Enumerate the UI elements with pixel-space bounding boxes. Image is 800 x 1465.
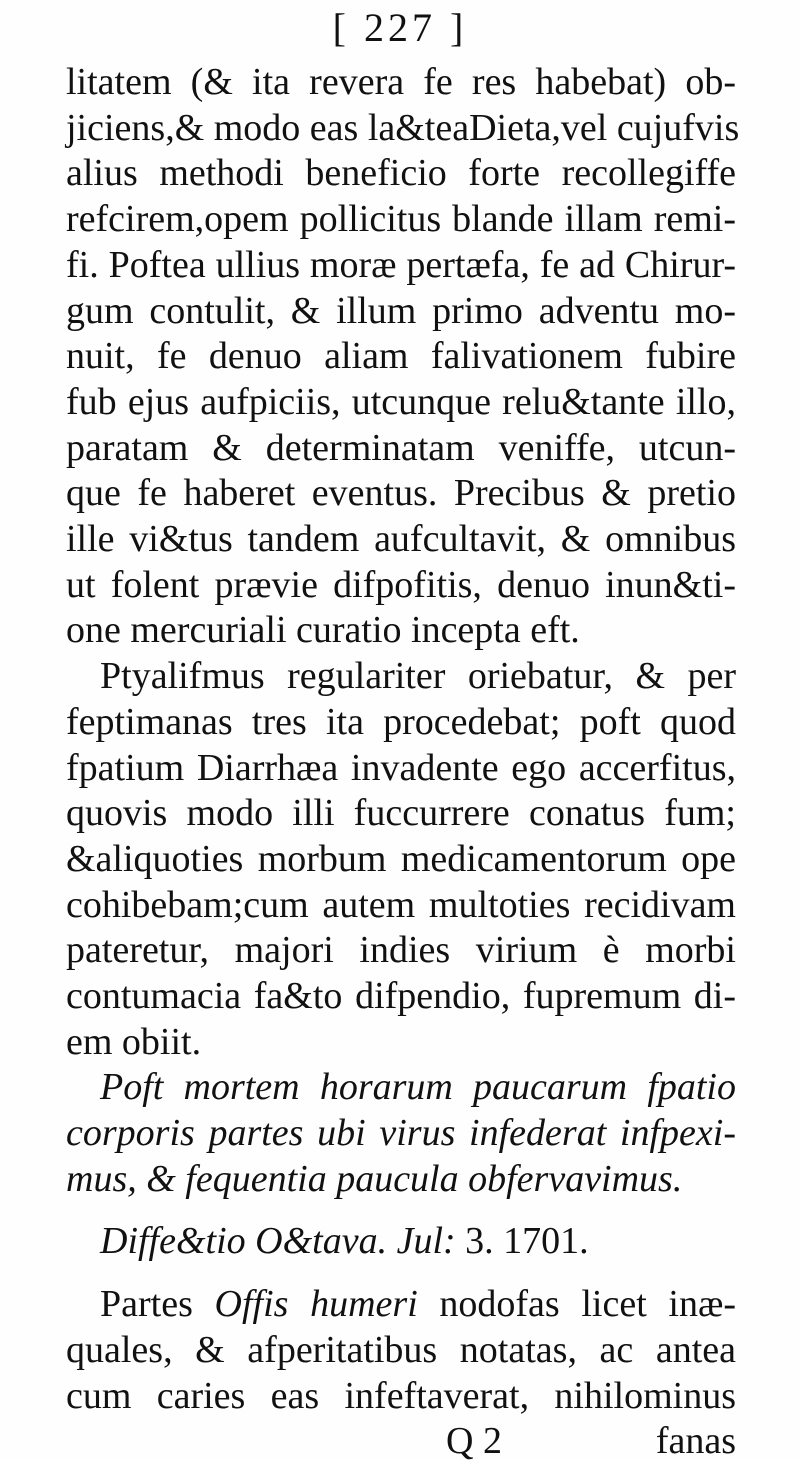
italic-text-line: Poft mortem horarum paucarum fpatio bbox=[100, 1066, 736, 1109]
page-footer bbox=[66, 1419, 736, 1465]
italic-text-line: corporis partes ubi virus infederat infpexi- bbox=[66, 1112, 736, 1155]
text-line: fpatium Diarrhæa invadente ego accerfitus, bbox=[66, 746, 736, 789]
signature-mark: Q 2 bbox=[446, 1420, 502, 1463]
text-line: feptimanas tres ita procedebat; poft quod bbox=[66, 700, 736, 743]
text-line: contumacia fa&to difpendio, fupremum di- bbox=[66, 975, 736, 1018]
text-line: em obiit. bbox=[66, 1020, 202, 1063]
text-line: alius methodi beneficio forte recollegiffe bbox=[66, 152, 736, 195]
text-line: fi. Poftea ullius moræ pertæfa, fe ad Chirur- bbox=[66, 243, 736, 286]
text-fragment: nodofas licet inæ- bbox=[417, 1283, 736, 1326]
text-line: &aliquoties morbum medicamentorum ope bbox=[66, 837, 736, 880]
text-line: gum contulit, & illum primo adventu mo- bbox=[66, 289, 736, 332]
text-line: quovis modo illi fuccurrere conatus fum; bbox=[66, 792, 736, 835]
section-date-label: Jul: bbox=[396, 1219, 456, 1262]
text-line: paratam & determinatam veniffe, utcun- bbox=[66, 426, 736, 469]
catchword: fanas bbox=[655, 1420, 736, 1463]
spacer bbox=[66, 1264, 736, 1282]
page-number: [ 227 ] bbox=[332, 5, 468, 50]
text-line: pateretur, majori indies virium è morbi bbox=[66, 929, 736, 972]
text-line: Ptyalifmus regulariter oriebatur, & per bbox=[100, 655, 736, 698]
text-line: nuit, fe denuo aliam falivationem fubire bbox=[66, 335, 736, 378]
text-line: fub ejus aufpiciis, utcunque relu&tante illo, bbox=[66, 380, 736, 423]
text-line: litatem (& ita revera fe res habebat) ob- bbox=[66, 61, 736, 103]
text-line: jiciens,& modo eas la&teaDieta,vel cujufvis bbox=[66, 106, 740, 149]
text-line: ut folent prævie difpofitis, denuo inun&ti- bbox=[66, 563, 736, 606]
section-title: Diffe&tio O&tava. bbox=[100, 1219, 388, 1262]
text-line: que fe haberet eventus. Precibus & pretio bbox=[66, 472, 736, 515]
italic-fragment: Offis humeri bbox=[214, 1283, 418, 1326]
section-date-value: 3. 1701. bbox=[465, 1219, 589, 1262]
text-line: cohibebam;cum autem multoties recidivam bbox=[66, 883, 736, 926]
text-line bbox=[66, 1282, 736, 1328]
text-line: quales, & afperitatibus notatas, ac antea bbox=[66, 1328, 736, 1371]
italic-text-line: mus, & fequentia paucula obfervavimus. bbox=[66, 1157, 683, 1200]
text-fragment: Partes bbox=[100, 1283, 215, 1326]
text-line: cum caries eas infeftaverat, nihilominus bbox=[66, 1374, 736, 1417]
section-heading bbox=[66, 1219, 736, 1265]
text-line: one mercuriali curatio incepta eft. bbox=[66, 609, 580, 652]
text-line: refcirem,opem pollicitus blande illam remi- bbox=[66, 198, 736, 241]
body-text bbox=[66, 60, 740, 1465]
text-line: ille vi&tus tandem aufcultavit, & omnibus bbox=[66, 518, 736, 561]
